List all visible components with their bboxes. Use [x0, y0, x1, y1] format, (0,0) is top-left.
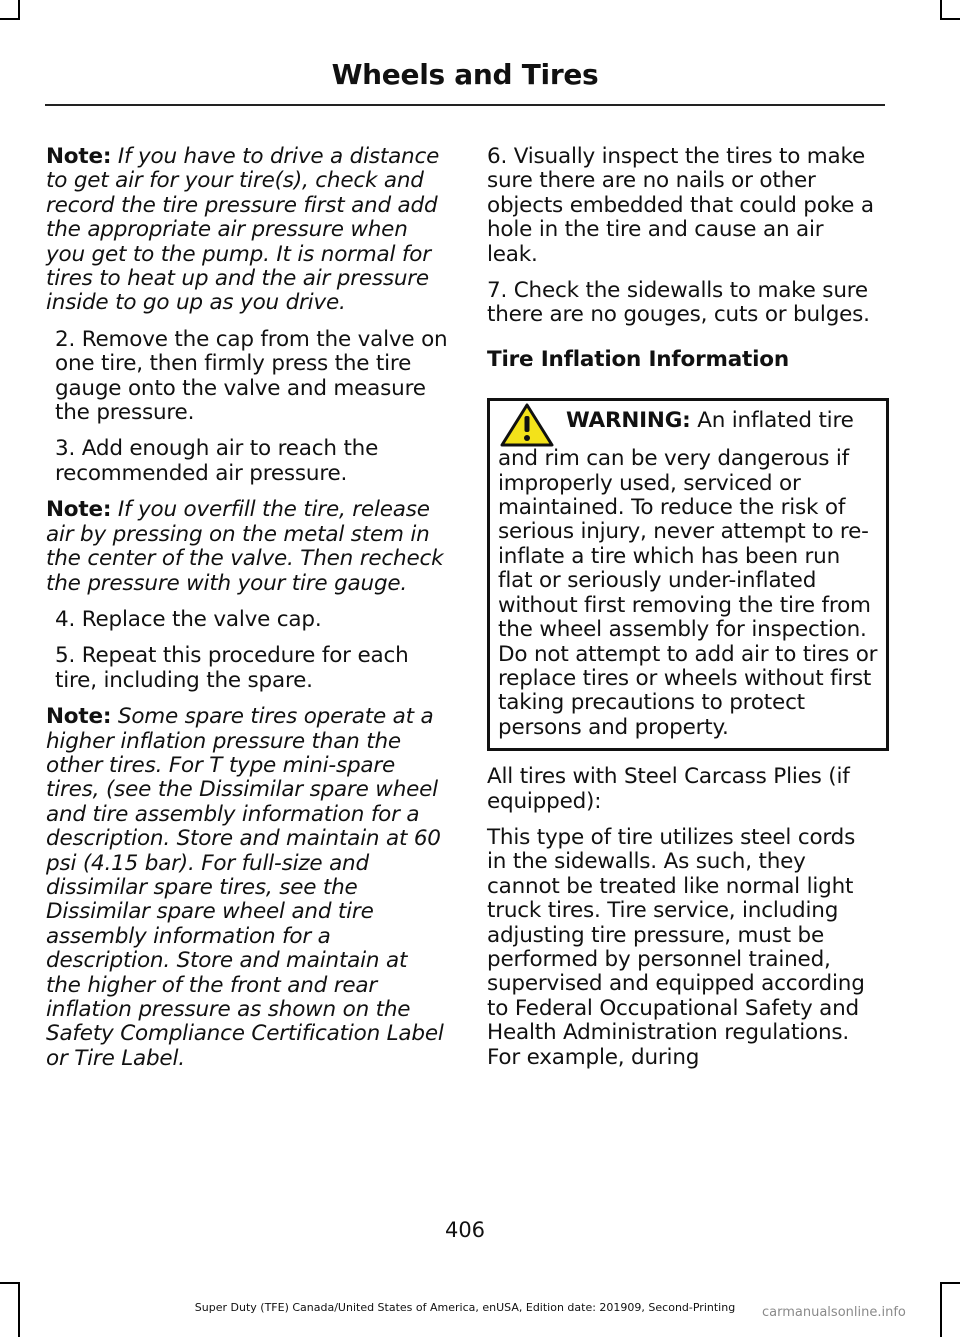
note-label: Note: — [46, 144, 112, 169]
warning-label: WARNING: — [566, 408, 691, 434]
step-5: 5. Repeat this procedure for each tire, including the spare. — [55, 643, 409, 693]
note-paragraph — [46, 705, 448, 1071]
crop-mark — [18, 0, 20, 20]
header-divider — [45, 104, 885, 106]
step-7: 7. Check the sidewalls to make sure there are no gouges, cuts or bulges. — [487, 278, 870, 328]
warning-text: An inflated tire and rim can be very dangerous if improperly used, serviced or maintained. To reduce the risk of serious injury, never attempt to re-inflate a tire which has been run flat or seriously under-inflated without first removing the tire from the wheel assembly for inspection. Do not attempt to add air to tires or replace tires or wheels without first taking precautions to protect persons and property. — [498, 408, 878, 740]
crop-mark — [0, 18, 20, 20]
note-text: If you overfill the tire, release air by pressing on the metal stem in the center of the valve. Then recheck the pressure with your tire gauge. — [46, 497, 444, 596]
note-label: Note: — [46, 497, 112, 523]
body-paragraph: All tires with Steel Carcass Plies (if equipped): — [487, 764, 850, 814]
crop-mark — [940, 1282, 942, 1337]
note-text: Some spare tires operate at a higher inflation pressure than the other tires. For T type mini-spare tires, (see the Dissimilar spare wheel and tire assembly information for a description. Store and maintain at 60 psi (4.15 bar). For full-size and dissimilar spare tires, see the Dissimilar spare wheel and tire assembly information for a description. Store and maintain at the higher of the front and rear inflation pressure as shown on the Safety Compliance Certification Label or Tire Label. — [46, 704, 444, 1071]
step-4: 4. Replace the valve cap. — [55, 606, 322, 632]
note-label: Note: — [46, 704, 112, 730]
note-paragraph — [46, 145, 448, 316]
crop-mark — [0, 1282, 20, 1284]
page-number: 406 — [444, 1218, 486, 1242]
right-column — [487, 145, 880, 1082]
step-3: 3. Add enough air to reach the recommended air pressure. — [55, 436, 379, 486]
warning-paragraph — [498, 409, 878, 740]
crop-mark — [940, 0, 942, 20]
note-paragraph — [46, 498, 448, 596]
warning-triangle-icon — [500, 403, 554, 447]
body-paragraph: This type of tire utilizes steel cords in the sidewalls. As such, they cannot be treated like normal light truck tires. Tire service, including adjusting tire pressure, must be performed by personnel trained, supervised and equipped according to Federal Occupational Safety and Health Administration regulations. For example, during — [487, 824, 865, 1070]
step-6: 6. Visually inspect the tires to make sure there are no nails or other objects embedded that could poke a hole in the tire and cause an air leak. — [487, 144, 874, 267]
crop-mark — [940, 18, 960, 20]
left-column — [46, 145, 448, 1083]
crop-mark — [940, 1282, 960, 1284]
footer-edition: Super Duty (TFE) Canada/United States of America, enUSA, Edition date: 201909, Second-Printing — [194, 1301, 736, 1314]
warning-box — [487, 398, 889, 751]
note-text: If you have to drive a distance to get air for your tire(s), check and record the tire pressure first and add the appropriate air pressure when you get to the pump. It is normal for tires to heat up and the air pressure inside to go up as you drive. — [46, 144, 440, 316]
page-title: Wheels and Tires — [331, 58, 599, 91]
section-heading: Tire Inflation Information — [487, 346, 789, 372]
watermark: carmanualsonline.info — [762, 1305, 906, 1320]
step-2: 2. Remove the cap from the valve on one tire, then firmly press the tire gauge onto the valve and measure the pressure. — [55, 326, 448, 426]
